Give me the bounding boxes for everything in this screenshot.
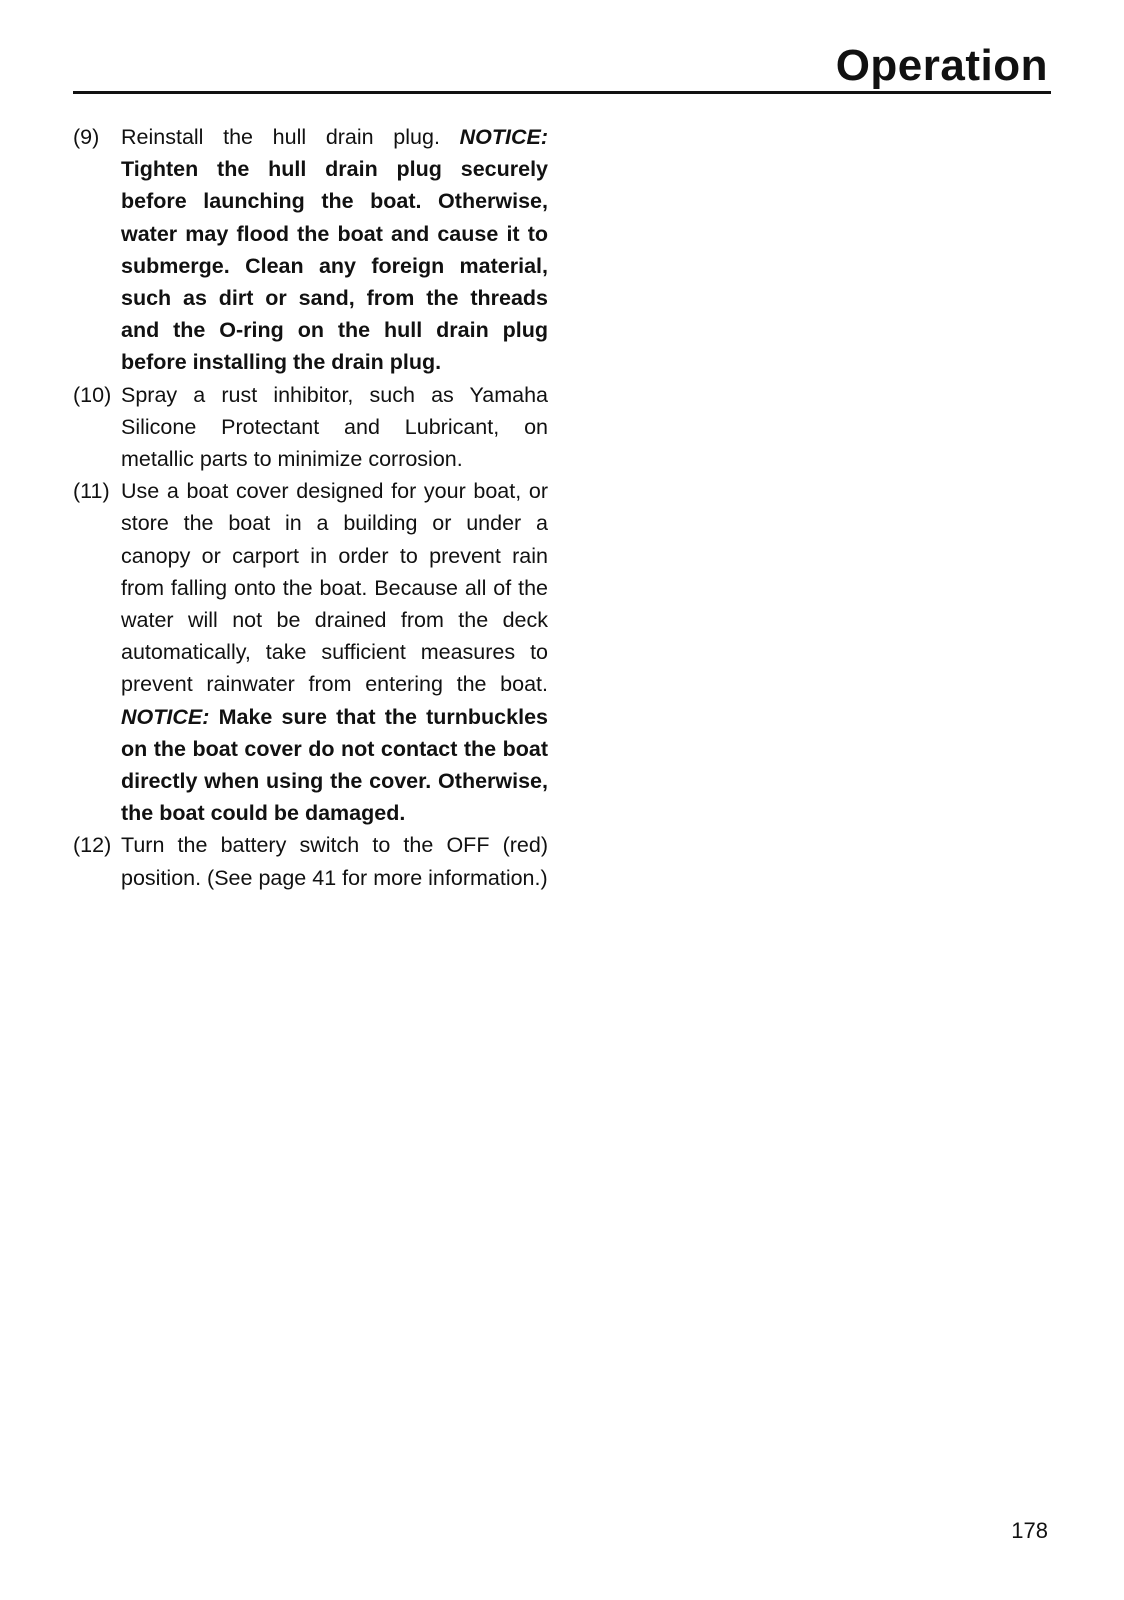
step-9 xyxy=(73,121,548,379)
notice-label: NOTICE: xyxy=(121,704,210,729)
notice-text: Make sure that the turnbuckles on the boat cover do not contact the boat directly when using the cover. Otherwise, the boat could be damaged. xyxy=(121,704,548,826)
step-12 xyxy=(73,829,548,893)
step-11 xyxy=(73,475,548,829)
notice-text: Tighten the hull drain plug securely before launching the boat. Otherwise, water may flood the boat and cause it to submerge. Clean any foreign material, such as dirt or sand, from the threads and the O-ring on the hull drain plug before installing the drain plug. xyxy=(121,157,548,375)
step-10 xyxy=(73,379,548,476)
step-text: Use a boat cover designed for your boat, or store the boat in a building or under a canopy or carport in order to prevent rain from falling onto the boat. Because all of the water will not be drained from the deck automatically, take sufficient measures to prevent rainwater from entering the boat. xyxy=(121,479,548,697)
step-list xyxy=(73,121,548,894)
step-number: (10) xyxy=(73,382,112,407)
step-number: (12) xyxy=(73,833,112,858)
step-text: Reinstall the hull drain plug. xyxy=(121,125,440,149)
step-number: (9) xyxy=(73,125,100,149)
page-title: Operation xyxy=(835,41,1048,90)
step-text: Spray a rust inhibitor, such as Yamaha Silicone Protectant and Lubricant, on metallic parts to minimize corrosion. xyxy=(121,382,548,472)
notice-label: NOTICE: xyxy=(459,125,548,149)
step-number: (11) xyxy=(73,479,110,504)
step-text: Turn the battery switch to the OFF (red) position. (See page 41 for more information.) xyxy=(121,833,548,890)
page-number: 178 xyxy=(1011,1518,1048,1543)
header-rule xyxy=(73,91,1051,94)
